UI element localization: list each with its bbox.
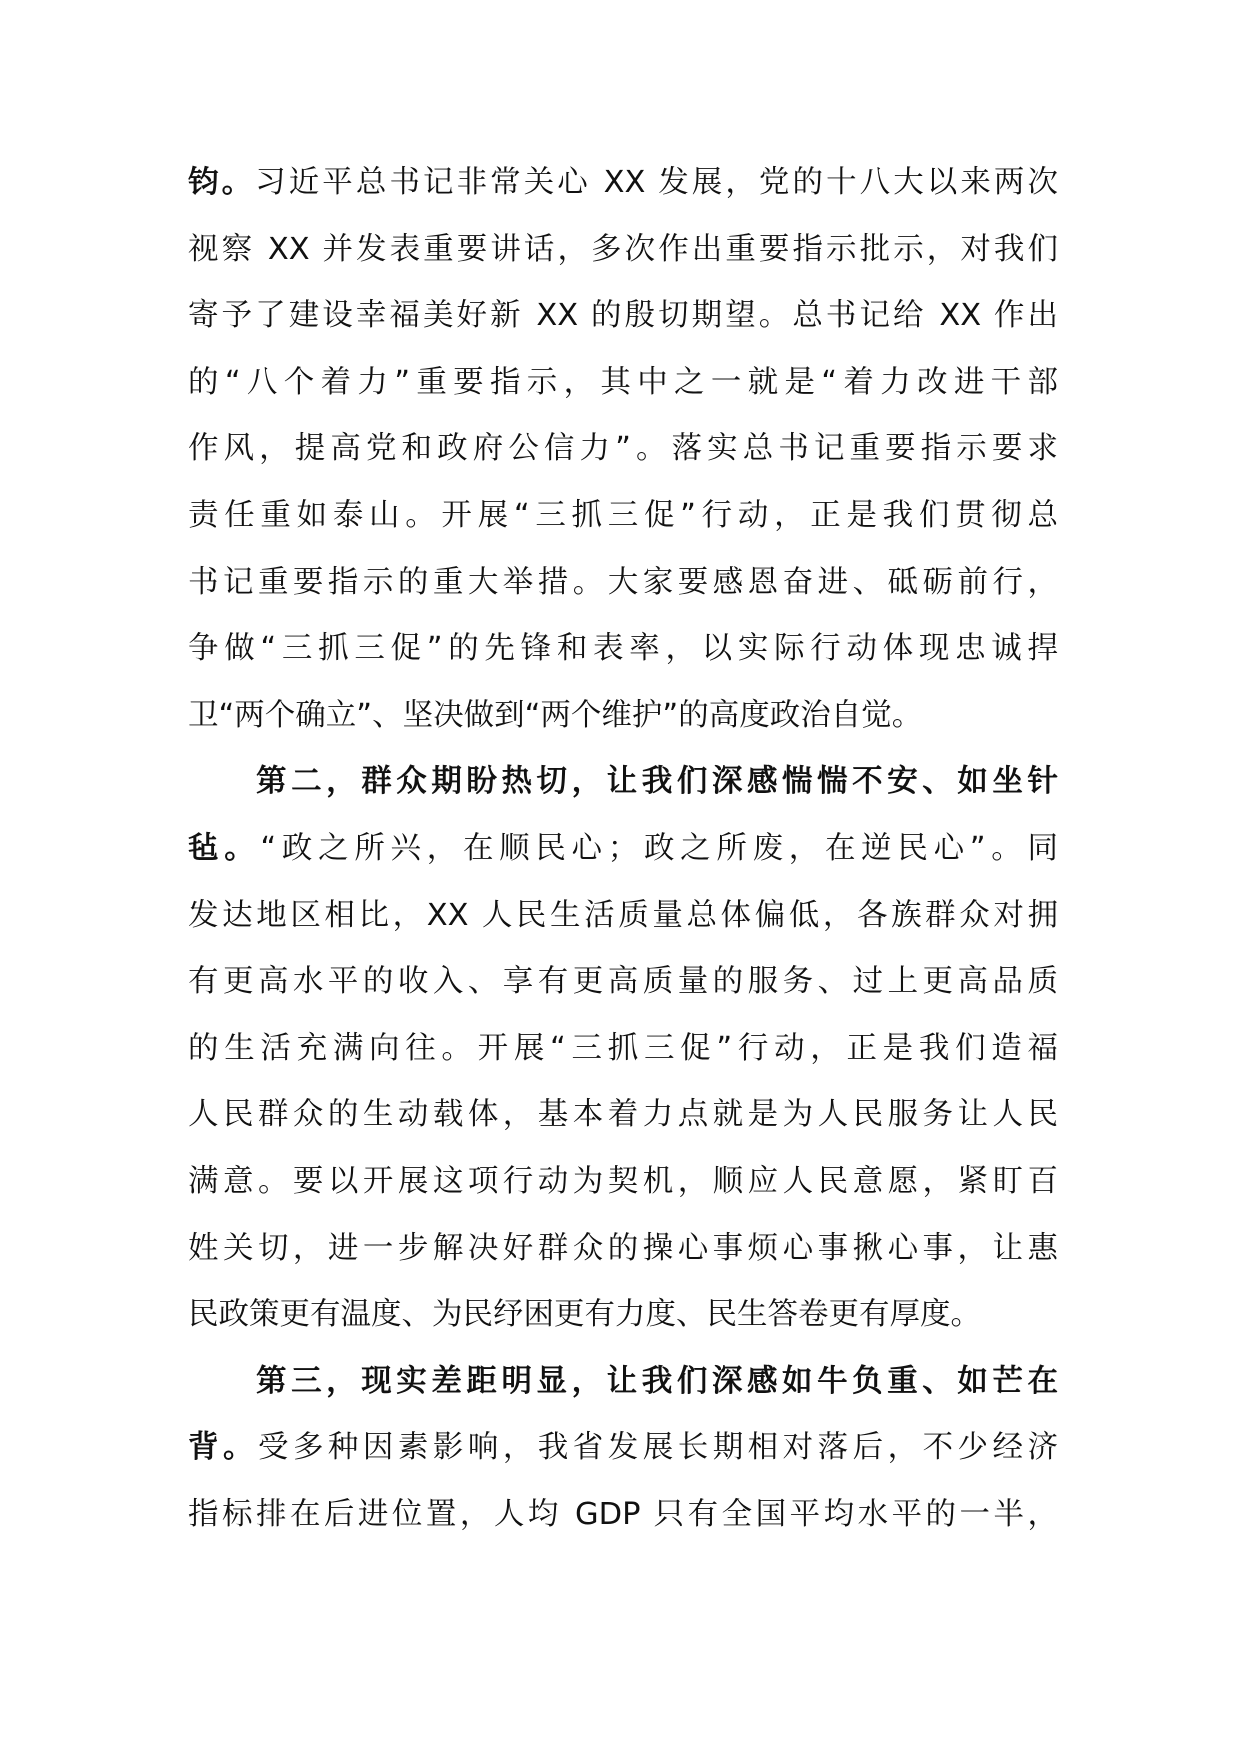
text-line	[188, 416, 1058, 483]
text-line	[188, 683, 1058, 750]
line-text: 发达地区相比，XX 人民生活质量总体偏低，各族群众对拥	[188, 897, 1058, 933]
text-line	[188, 483, 1058, 550]
paragraph-heading-line	[188, 749, 1058, 816]
line-text: 人民群众的生动载体，基本着力点就是为人民服务让人民	[188, 1097, 1058, 1133]
text-line	[188, 1016, 1058, 1083]
text-line	[188, 1149, 1058, 1216]
bold-lead: 背。	[188, 1430, 258, 1466]
bold-lead: 钧。	[188, 165, 256, 200]
paragraph-heading-line	[188, 1349, 1058, 1416]
line-text: 的“八个着力”重要指示，其中之一就是“着力改进干部	[188, 364, 1058, 400]
text-line	[188, 217, 1058, 284]
text-line	[188, 1415, 1058, 1482]
paragraph-heading: 第二，群众期盼热切，让我们深感惴惴不安、如坐针	[256, 764, 1058, 800]
line-text: 作风，提高党和政府公信力”。落实总书记重要指示要求	[188, 431, 1058, 467]
paragraph-2	[188, 749, 1058, 1348]
line-text: 的生活充满向往。开展“三抓三促”行动，正是我们造福	[188, 1030, 1058, 1066]
line-text: “政之所兴，在顺民心；政之所废，在逆民心”。同	[260, 830, 1059, 866]
line-text: 有更高水平的收入、享有更高质量的服务、过上更高品质	[188, 964, 1058, 1000]
text-line	[188, 283, 1058, 350]
paragraph-3	[188, 1349, 1058, 1549]
text-line	[188, 1482, 1058, 1549]
bold-lead: 毡。	[188, 830, 261, 866]
text-line	[188, 949, 1058, 1016]
text-line	[188, 550, 1058, 617]
text-line	[188, 1082, 1058, 1149]
line-text: 民政策更有温度、为民纾困更有力度、民生答卷更有厚度。	[188, 1297, 981, 1333]
line-text: 视察 XX 并发表重要讲话，多次作出重要指示批示，对我们	[188, 231, 1058, 267]
line-text: 受多种因素影响，我省发展长期相对落后，不少经济	[257, 1430, 1059, 1466]
line-text: 习近平总书记非常关心 XX 发展，党的十八大以来两次	[255, 165, 1059, 200]
text-line	[188, 1282, 1058, 1349]
document-body	[188, 150, 1058, 1548]
line-text: 姓关切，进一步解决好群众的操心事烦心事揪心事，让惠	[188, 1230, 1058, 1266]
text-line	[188, 616, 1058, 683]
paragraph-1	[188, 150, 1058, 749]
text-line	[188, 816, 1058, 883]
line-text: 责任重如泰山。开展“三抓三促”行动，正是我们贯彻总	[188, 497, 1058, 533]
paragraph-heading: 第三，现实差距明显，让我们深感如牛负重、如芒在	[256, 1363, 1058, 1399]
text-line	[188, 350, 1058, 417]
text-line	[188, 150, 1058, 217]
line-text: 争做“三抓三促”的先锋和表率，以实际行动体现忠诚捍	[188, 631, 1058, 667]
line-text: 寄予了建设幸福美好新 XX 的殷切期望。总书记给 XX 作出	[188, 298, 1058, 334]
line-text: 满意。要以开展这项行动为契机，顺应人民意愿，紧盯百	[188, 1163, 1058, 1199]
text-line	[188, 1216, 1058, 1283]
line-text: 卫“两个确立”、坚决做到“两个维护”的高度政治自觉。	[188, 697, 923, 733]
line-text: 书记重要指示的重大举措。大家要感恩奋进、砥砺前行，	[188, 564, 1058, 600]
line-text: 指标排在后进位置，人均 GDP 只有全国平均水平的一半，	[188, 1496, 1058, 1532]
text-line	[188, 883, 1058, 950]
